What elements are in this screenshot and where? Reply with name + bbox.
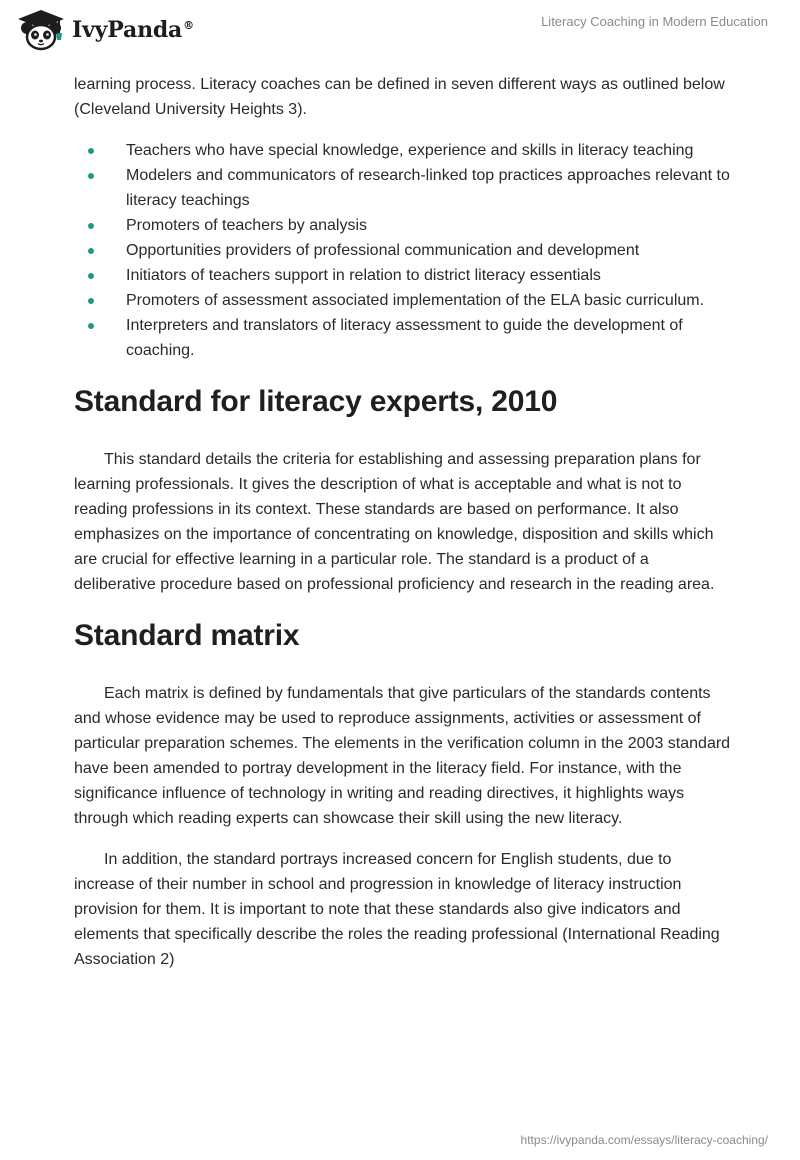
bullet-dot [88,173,94,179]
document-title: Literacy Coaching in Modern Education [541,14,768,29]
section-paragraph: In addition, the standard portrays increased concern for English students, due to increase of their number in school and progression in knowledge of literacy instruction provision for them. It is important to note that these standards also give indicators and elements that specifically describe the roles the reading professional (International Reading Association 2) [74,851,720,968]
list-item: Promoters of teachers by analysis [74,213,734,238]
bullet-dot [88,273,94,279]
list-item: Interpreters and translators of literacy assessment to guide the development of coaching. [74,313,734,363]
bullet-dot [88,298,94,304]
bullet-dot [88,148,94,154]
section-paragraph: This standard details the criteria for establishing and assessing preparation plans for learning professionals. It gives the description of what is acceptable and what is not to reading professions in its context. These standards are based on performance. It also emphasizes on the importance of concentrating on knowledge, disposition and skills which are crucial for effective learning in a particular role. The standard is a product of a deliberative procedure based on professional proficiency and research in the reading area. [74,451,715,593]
bullet-dot [88,248,94,254]
brand-logo[interactable] [14,8,194,52]
brand-name: IvyPanda® [72,17,194,43]
bullet-dot [88,223,94,229]
bullet-dot [88,323,94,329]
list-item: Initiators of teachers support in relation to district literacy essentials [74,263,734,288]
source-url[interactable]: https://ivypanda.com/essays/literacy-coaching/ [520,1133,768,1147]
section-heading-standard-matrix: Standard matrix [74,619,300,652]
panda-graduation-cap-icon [14,8,68,52]
list-item: Teachers who have special knowledge, experience and skills in literacy teaching [74,138,734,163]
list-item: Promoters of assessment associated implementation of the ELA basic curriculum. [74,288,734,313]
intro-paragraph: learning process. Literacy coaches can be defined in seven different ways as outlined below (Cleveland University Heights 3). [74,76,725,118]
essay-body [74,72,734,972]
coach-definitions-list [74,138,734,363]
page-header [0,0,800,62]
section-paragraph: Each matrix is defined by fundamentals that give particulars of the standards contents and whose evidence may be used to reproduce assignments, activities or assessment of particular preparation schemes. The elements in the verification column in the 2003 standard have been amended to portray development in the literacy field. For instance, with the significance influence of technology in writing and reading directives, it highlights ways through which reading experts can showcase their skill using the new literacy. [74,685,731,827]
list-item: Opportunities providers of professional communication and development [74,238,734,263]
section-heading-standard-literacy-experts: Standard for literacy experts, 2010 [74,385,558,418]
list-item: Modelers and communicators of research-linked top practices approaches relevant to literacy teachings [74,163,734,213]
